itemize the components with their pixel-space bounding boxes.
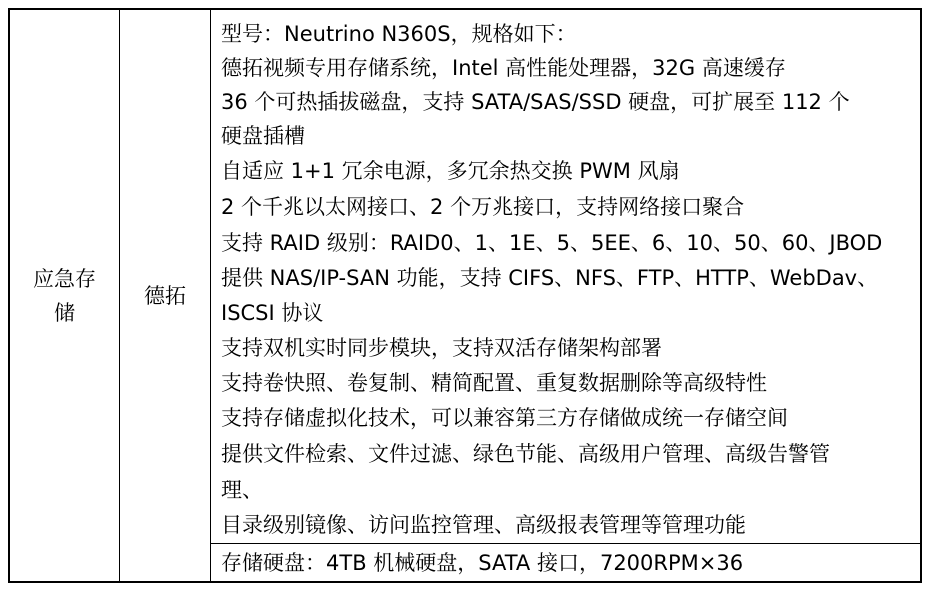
spec-line-10: 支持双机实时同步模块，支持双活存储架构部署 — [221, 336, 662, 360]
spec-line-11: 支持卷快照、卷复制、精简配置、重复数据删除等高级特性 — [221, 371, 767, 395]
spec-line-6: 2 个千兆以太网接口、2 个万兆接口，支持网络接口聚合 — [221, 195, 745, 219]
spec-line-4: 硬盘插槽 — [221, 124, 305, 148]
spec-line-2: 德拓视频专用存储系统，Intel 高性能处理器，32G 高速缓存 — [221, 56, 786, 80]
spec-line-13: 提供文件检索、文件过滤、绿色节能、高级用户管理、高级告警管 — [221, 442, 830, 466]
spec-line-9: ISCSI 协议 — [221, 301, 324, 325]
category-cell — [10, 262, 119, 330]
column-divider-2 — [210, 8, 211, 583]
category-line-2: 储 — [54, 301, 75, 325]
table-border-right — [920, 8, 922, 583]
spec-line-7: 支持 RAID 级别：RAID0、1、1E、5、5EE、6、10、50、60、JBOD — [221, 231, 883, 255]
disk-spec-line: 存储硬盘：4TB 机械硬盘，SATA 接口，7200RPM×36 — [221, 551, 744, 575]
spec-line-14: 理、 — [221, 478, 263, 502]
spec-line-1: 型号：Neutrino N360S，规格如下： — [221, 22, 577, 46]
spec-line-12: 支持存储虚拟化技术，可以兼容第三方存储做成统一存储空间 — [221, 406, 788, 430]
spec-line-15: 目录级别镜像、访问监控管理、高级报表管理等管理功能 — [221, 513, 746, 537]
brand-cell: 德拓 — [144, 284, 186, 308]
spec-line-8: 提供 NAS/IP-SAN 功能，支持 CIFS、NFS、FTP、HTTP、WebDav、 — [221, 266, 879, 290]
row-divider — [210, 543, 922, 544]
table-border-bottom — [8, 581, 922, 583]
category-line-1: 应急存 — [33, 267, 96, 291]
table-border-top — [8, 8, 922, 10]
spec-line-5: 自适应 1+1 冗余电源，多冗余热交换 PWM 风扇 — [221, 159, 680, 183]
spec-line-3: 36 个可热插拔磁盘，支持 SATA/SAS/SSD 硬盘，可扩展至 112 个 — [221, 90, 850, 114]
